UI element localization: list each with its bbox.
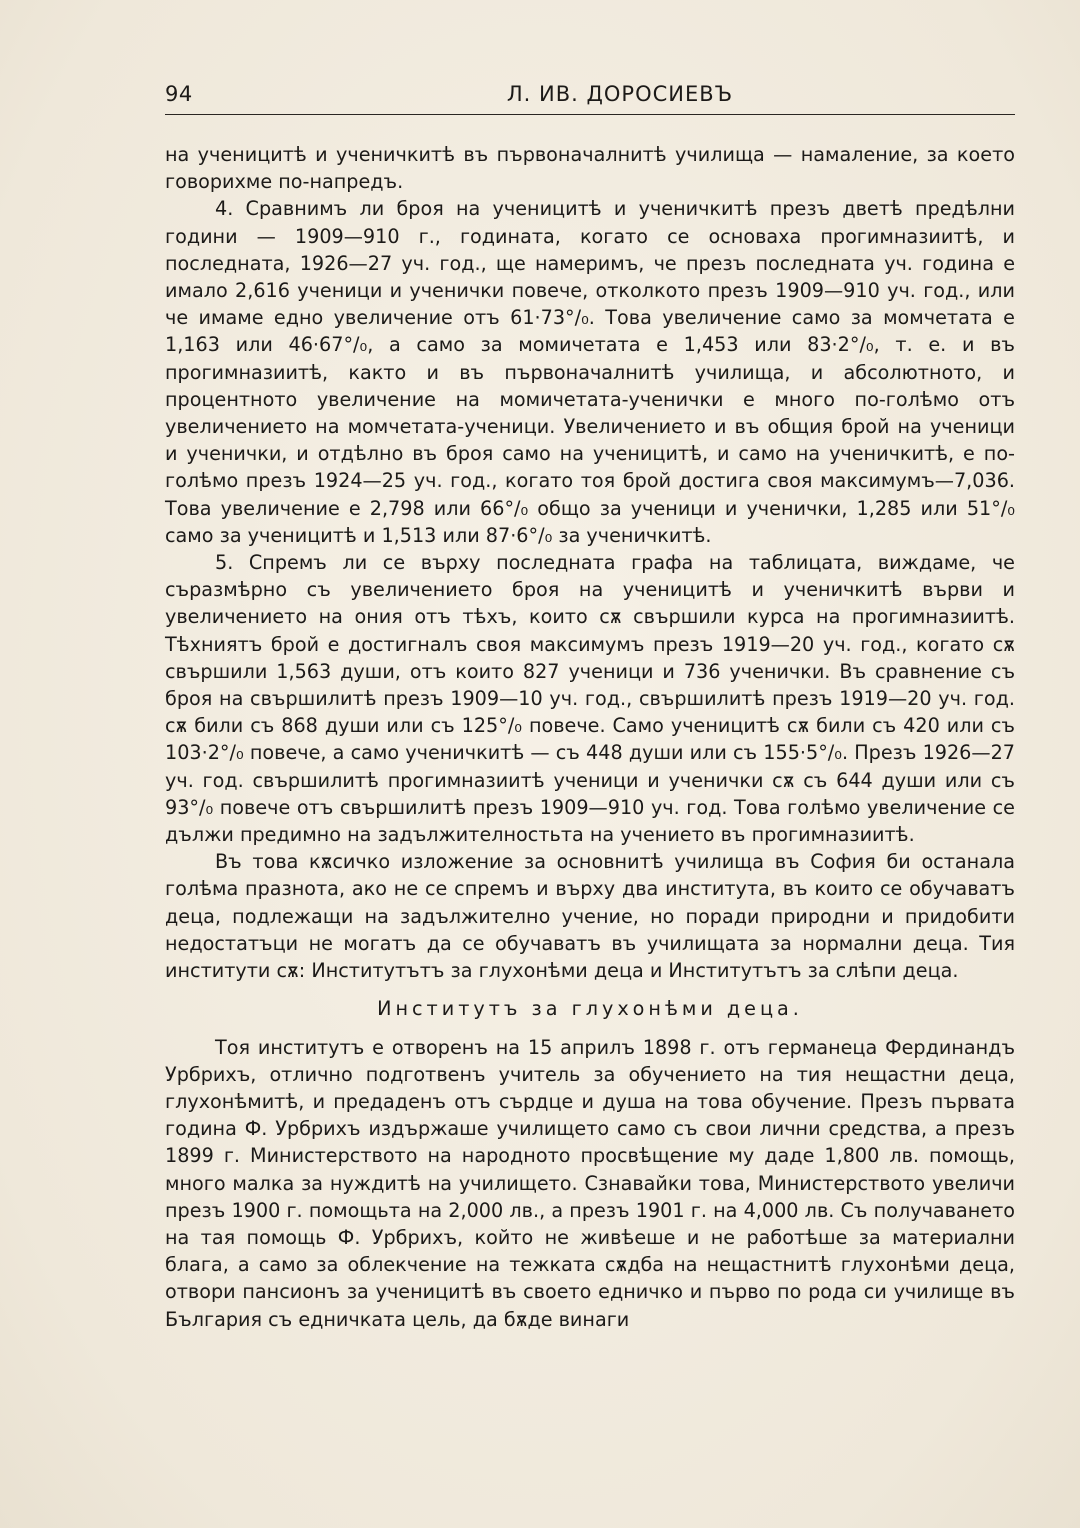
page-body — [165, 141, 1015, 1333]
page-number: 94 — [165, 82, 193, 106]
page-header — [165, 82, 1015, 115]
running-head: Л. ИВ. ДОРОСИЕВЪ — [506, 82, 734, 106]
paragraph-point-4: 4. Сравнимъ ли броя на ученицитѣ и ученичкитѣ презъ дветѣ предѣлни години — 1909—910 г., годината, когато се основаха прогимназиитѣ, и последната, 1926—27 уч. год., ще намеримъ, че презъ последната уч. година е имало 2,616 ученици и ученички повече, отколкото презъ 1909—910 уч. год., или че имаме едно увеличение отъ 61·73°/₀. Това увеличение само за момчетата е 1,163 или 46·67°/₀, а само за момичетата е 1,453 или 83·2°/₀, т. е. и въ прогимназиитѣ, както и въ първоначалнитѣ училища, и абсолютното, и процентното увеличение на момичетата-ученички е много по-голѣмо отъ увеличението на момчетата-ученици. Увеличението и въ общия брой на ученици и ученички, и отдѣлно въ броя само на ученицитѣ, и само на ученичкитѣ, е по-голѣмо презъ 1924—25 уч. год., когато тоя брой достига своя максимумъ—7,036. Това увеличение е 2,798 или 66°/₀ общо за ученици и ученички, 1,285 или 51°/₀ само за ученицитѣ и 1,513 или 87·6°/₀ за ученичкитѣ. — [165, 197, 1015, 547]
paragraph-institutes-intro: Въ това кѫсичко изложение за основнитѣ училища въ София би останала голѣма празнота, ако не се спремъ и върху два института, въ които се обучаватъ деца, подлежащи на задължително учение, но поради природни и придобити недостатъци не могатъ да се обучаватъ въ училищата за нормални деца. Тия институти сѫ: Институтътъ за глухонѣми деца и Институтътъ за слѣпи деца. — [165, 850, 1015, 983]
section-heading: Институтъ за глухонѣми деца. — [377, 997, 803, 1021]
paragraph-institute-history: Тоя институтъ е отворенъ на 15 априлъ 1898 г. отъ германеца Фердинандъ Урбрихъ, отлично подготвенъ учитель за обучението на тия нещастни деца, глухонѣмитѣ, и предаденъ отъ сърдце и душа на това обучение. Презъ първата година Ф. Урбрихъ издържаше училището само съ свои лични средства, а презъ 1899 г. Министерството на народното просвѣщение му даде 1,800 лв. помощь, много малка за нуждитѣ на училището. Сзнавайки това, Министерството увеличи презъ 1900 г. помощьта на 2,000 лв., а презъ 1901 г. на 4,000 лв. Съ получаването на тая помощь Ф. Урбрихъ, който не живѣеше и не работѣше за материални блага, а само за облекчение на тежката сѫдба на нещастнитѣ глухонѣми деца, отвори пансионъ за ученицитѣ въ своето едничко и първо по рода си училище въ България съ едничката цель, да бѫде винаги — [165, 1035, 1015, 1331]
paragraph-continuation: на ученицитѣ и ученичкитѣ въ първоначалнитѣ училища — намаление, за което говорихме по-напредъ. — [165, 143, 1015, 194]
paragraph-point-5: 5. Спремъ ли се върху последната графа на таблицата, виждаме, че съразмѣрно съ увеличението броя на ученицитѣ и ученичкитѣ върви и увеличението на ония отъ тѣхъ, които сѫ свършили курса на прогимназиитѣ. Тѣхниятъ брой е достигналъ своя максимумъ презъ 1919—20 уч. год., когато сѫ свършили 1,563 души, отъ които 827 ученици и 736 ученички. Въ сравнение съ броя на свършилитѣ презъ 1909—10 уч. год., свършилитѣ презъ 1919—20 уч. год. сѫ били съ 868 души или съ 125°/₀ повече. Само ученицитѣ сѫ били съ 420 или съ 103·2°/₀ повече, а само ученичкитѣ — съ 448 души или съ 155·5°/₀. Презъ 1926—27 уч. год. свършилитѣ прогимназиитѣ ученици и ученички сѫ съ 644 души или съ 93°/₀ повече отъ свършилитѣ презъ 1909—910 уч. год. Това голѣмо увеличение се дължи предимно на задължителностьта на учението въ прогимназиитѣ. — [165, 551, 1015, 847]
